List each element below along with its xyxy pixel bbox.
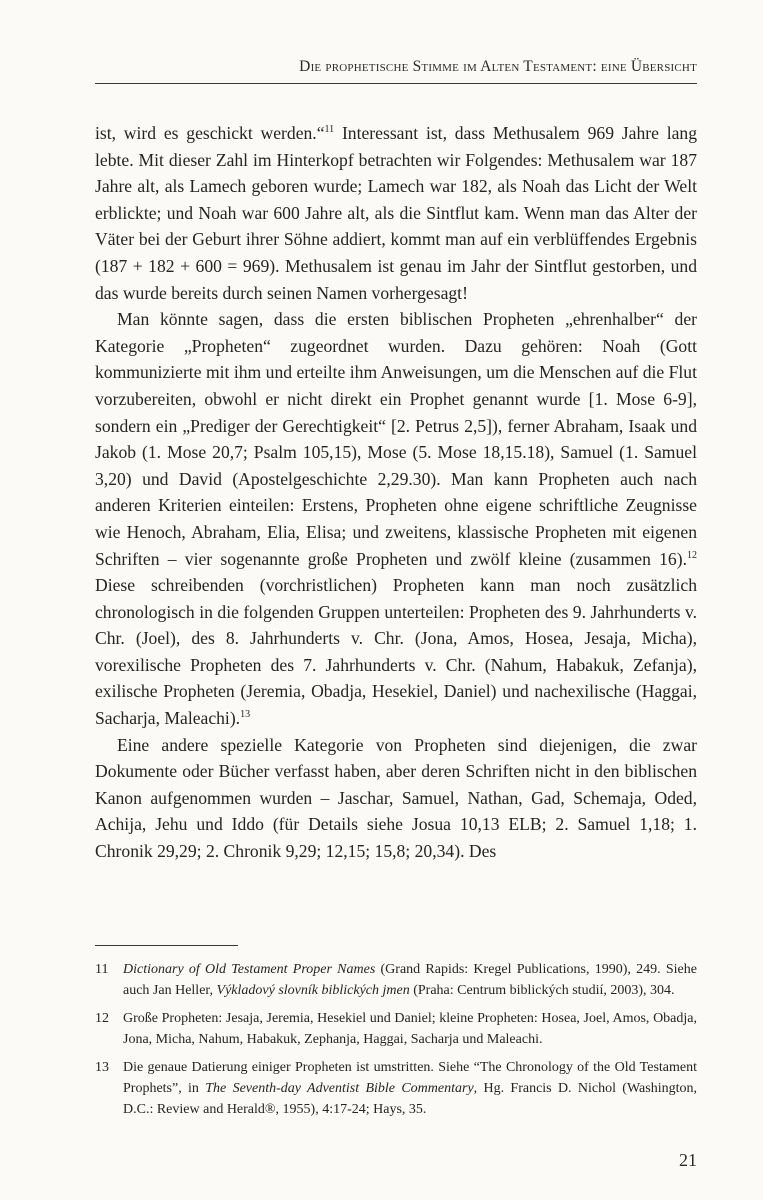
- footnote-ref-12: 12: [687, 549, 697, 561]
- footnotes: [95, 960, 697, 1128]
- footnote-13: [95, 1058, 697, 1120]
- footnote-text: [123, 960, 697, 1001]
- footnote-number: 13: [95, 1060, 109, 1076]
- footnote-text: [123, 1058, 697, 1120]
- footnote-text-part: Die genaue Datierung einiger Propheten ist umstritten. Siehe “The Chronology of the Old Testament Prophets”, in: [123, 1060, 697, 1096]
- paragraph-1-text-b: Interessant ist, dass Methusalem 969 Jahre lang lebte. Mit dieser Zahl im Hinterkopf betrachten wir Folgendes: Methusalem war 187 Jahre alt, als Lamech geboren wurde; Lamech war 182, als Noah das Licht der Welt erblickte; und Noah war 600 Jahre alt, als die Sintflut kam. Wenn man das Alter der Väter bei der Geburt ihrer Söhne addiert, kommt man auf ein verblüffendes Ergebnis (187 + 182 + 600 = 969). Methusalem ist genau im Jahr der Sintflut gestorben, und das wurde bereits durch seinen Namen vorhergesagt!: [95, 123, 697, 303]
- paragraph-2-text-a: Man könnte sagen, dass die ersten biblischen Propheten „ehrenhalber“ der Kategorie „Propheten“ zugeordnet wurden. Dazu gehören: Noah (Gott kommunizierte mit ihm und erteilte ihm Anweisungen, um die Menschen auf die Flut vorzubereiten, obwohl er nicht direkt ein Prophet genannt wurde [1. Mose 6-9], sondern ein „Prediger der Gerechtigkeit“ [2. Petrus 2,5]), ferner Abraham, Isaak und Jakob (1. Mose 20,7; Psalm 105,15), Mose (5. Mose 18,15.18), Samuel (1. Samuel 3,20) und David (Apostelgeschichte 2,29.30). Man kann Propheten auch nach anderen Kriterien einteilen: Erstens, Propheten ohne eigene schriftliche Zeugnisse wie Henoch, Abraham, Elia, Elisa; und zweitens, klassische Propheten mit eigenen Schriften – vier sogenannte große Propheten und zwölf kleine (zusammen 16).: [95, 309, 697, 569]
- paragraph-2-text-b: Diese schreibenden (vorchristlichen) Propheten kann man noch zusätzlich chronologisch in die folgenden Gruppen unterteilen: Propheten des 9. Jahrhunderts v. Chr. (Joel), des 8. Jahrhunderts v. Chr. (Jona, Amos, Hosea, Jesaja, Micha), vorexilische Propheten des 7. Jahrhunderts v. Chr. (Nahum, Habakuk, Zefanja), exilische Propheten (Jeremia, Obadja, Hesekiel, Daniel) und nachexilische (Haggai, Sacharja, Maleachi).: [95, 575, 697, 729]
- footnote-title: Dictionary of Old Testament Proper Names: [123, 962, 376, 977]
- footnote-11: [95, 960, 697, 1001]
- header-rule: [95, 83, 697, 84]
- footnote-text-part: , Hg. Francis D. Nichol (Washington, D.C.: Review and Herald®, 1955), 4:17-24; Hays, 35.: [123, 1080, 697, 1117]
- footnote-title: Výkladový slovník biblických jmen: [216, 982, 410, 998]
- body-text: [95, 120, 697, 865]
- paragraph-1-text-a: ist, wird es geschickt werden.“: [95, 123, 325, 143]
- running-header: Die prophetische Stimme im Alten Testament: eine Übersicht: [299, 58, 697, 75]
- footnote-title: The Seventh-day Adventist Bible Commentary: [205, 1080, 474, 1096]
- footnote-ref-11: 11: [324, 124, 335, 136]
- footnote-number: 12: [95, 1011, 109, 1027]
- paragraph-2: [95, 306, 697, 732]
- footnote-text-part: (Praha: Centrum biblických studií, 2003), 304.: [409, 982, 675, 998]
- footnote-ref-13: 13: [240, 709, 251, 721]
- footnote-number: 11: [95, 962, 109, 977]
- paragraph-3: Eine andere spezielle Kategorie von Propheten sind diejenigen, die zwar Dokumente oder Bücher verfasst haben, aber deren Schriften nicht in den biblischen Kanon aufgenommen wurden – Jaschar, Samuel, Nathan, Gad, Schemaja, Oded, Achija, Jehu und Iddo (für Details siehe Josua 10,13 ELB; 2. Samuel 1,18; 1. Chronik 29,29; 2. Chronik 9,29; 12,15; 15,8; 20,34). Des: [95, 734, 697, 862]
- footnote-rule: [95, 945, 238, 946]
- footnote-text: Große Propheten: Jesaja, Jeremia, Hesekiel und Daniel; kleine Propheten: Hosea, Joel, Amos, Obadja, Jona, Micha, Nahum, Habakuk, Zephanja, Haggai, Sacharja und Maleachi.: [123, 1011, 697, 1047]
- paragraph-1: [95, 120, 697, 306]
- footnote-text-part: (Grand Rapids: Kregel Publications, 1990), 249. Siehe auch Jan Heller,: [123, 962, 697, 998]
- page-number: 21: [679, 1150, 697, 1170]
- footnote-12: [95, 1009, 697, 1050]
